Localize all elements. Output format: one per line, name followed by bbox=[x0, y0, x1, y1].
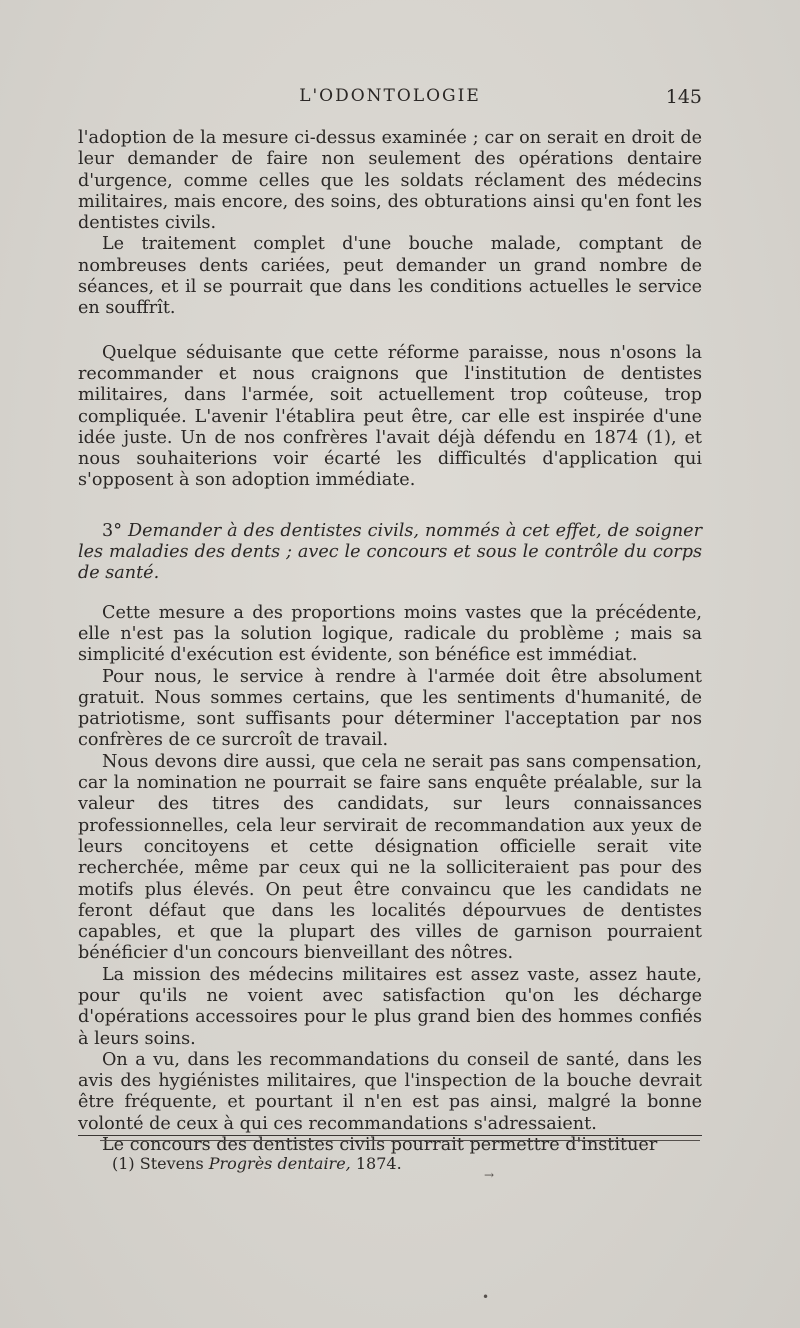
section-heading bbox=[78, 521, 702, 585]
page-number: 145 bbox=[665, 86, 702, 108]
footnote bbox=[112, 1154, 402, 1173]
paragraph-2: Le traitement complet d'une bouche malade, comptant de nombreuses dents cariées, peut demander un grand nombre de séances, et il se pourrait que dans les conditions actuelles le service en souffrît. bbox=[78, 234, 702, 319]
page-header bbox=[80, 86, 700, 116]
section-number: 3° bbox=[102, 520, 122, 541]
footnote-title: Progrès dentaire, bbox=[208, 1154, 351, 1173]
body-text bbox=[78, 128, 702, 1156]
paragraph-7: La mission des médecins militaires est assez vaste, assez haute, pour qu'ils ne voient avec satisfaction qu'on les décharge d'opérations accessoires pour le plus grand bien des hommes confiés à leurs soins. bbox=[78, 964, 702, 1049]
ink-smudge-mark: → bbox=[484, 1168, 495, 1182]
paragraph-1: l'adoption de la mesure ci-dessus examinée ; car on serait en droit de leur demander de faire non seulement des opérations dentaire d'urgence, comme celles que les soldats réclament des médecins militaires, mais encore, des soins, des obturations ainsi qu'en font les dentistes civils. bbox=[78, 128, 702, 234]
footnote-author: Stevens bbox=[139, 1154, 204, 1173]
footnote-rule-inner bbox=[100, 1140, 700, 1141]
paragraph-9: Le concours des dentistes civils pourrait permettre d'instituer bbox=[102, 1135, 658, 1156]
ink-dot-mark: • bbox=[482, 1290, 490, 1304]
paragraph-6: Nous devons dire aussi, que cela ne serait pas sans compensation, car la nomination ne pourrait se faire sans enquête préalable, sur la valeur des titres des candidats, sur leurs connaissances professionnelles, cela leur servirait de recommandation aux yeux de leurs concitoyens et cette désignation officielle serait vite recherchée, même par ceux qui ne la solliciteraient pas pour des motifs plus élevés. On peut être convaincu que les candidats ne feront défaut que dans les localités dépourvues de dentistes capables, et que la plupart des villes de garnison pourraient bénéficier d'un concours bienveillant des nôtres. bbox=[78, 751, 702, 964]
section-heading-text: Demander à des dentistes civils, nommés à cet effet, de soigner les maladies des dents ; avec le concours et sous le contrôle du corps de santé. bbox=[78, 520, 702, 584]
footnote-marker: (1) bbox=[112, 1154, 135, 1173]
paragraph-5: Pour nous, le service à rendre à l'armée doit être absolument gratuit. Nous sommes certains, que les sentiments d'humanité, de patriotisme, sont suffisants pour déterminer l'acceptation par nos confrères de ce surcroît de travail. bbox=[78, 666, 702, 751]
paragraph-8: On a vu, dans les recommandations du conseil de santé, dans les avis des hygiénistes militaires, que l'inspection de la bouche devrait être fréquente, et pourtant il n'en est pas ainsi, malgré la bonne volonté de ceux à qui ces recommandations s'adressaient. bbox=[78, 1049, 702, 1134]
footnote-year: 1874. bbox=[355, 1154, 402, 1173]
paragraph-4: Cette mesure a des proportions moins vastes que la précédente, elle n'est pas la solution logique, radicale du problème ; mais sa simplicité d'exécution est évidente, son bénéfice est immédiat. bbox=[78, 602, 702, 666]
running-head: L'ODONTOLOGIE bbox=[299, 86, 481, 106]
footnote-rule bbox=[78, 1135, 702, 1136]
paragraph-3: Quelque séduisante que cette réforme paraisse, nous n'osons la recommander et nous craignons que l'institution de dentistes militaires, dans l'armée, soit actuellement trop coûteuse, trop compliquée. L'avenir l'établira peut être, car elle est inspirée d'une idée juste. Un de nos confrères l'avait déjà défendu en 1874 (1), et nous souhaiterions voir écarté les difficultés d'application qui s'opposent à son adoption immédiate. bbox=[78, 342, 702, 491]
